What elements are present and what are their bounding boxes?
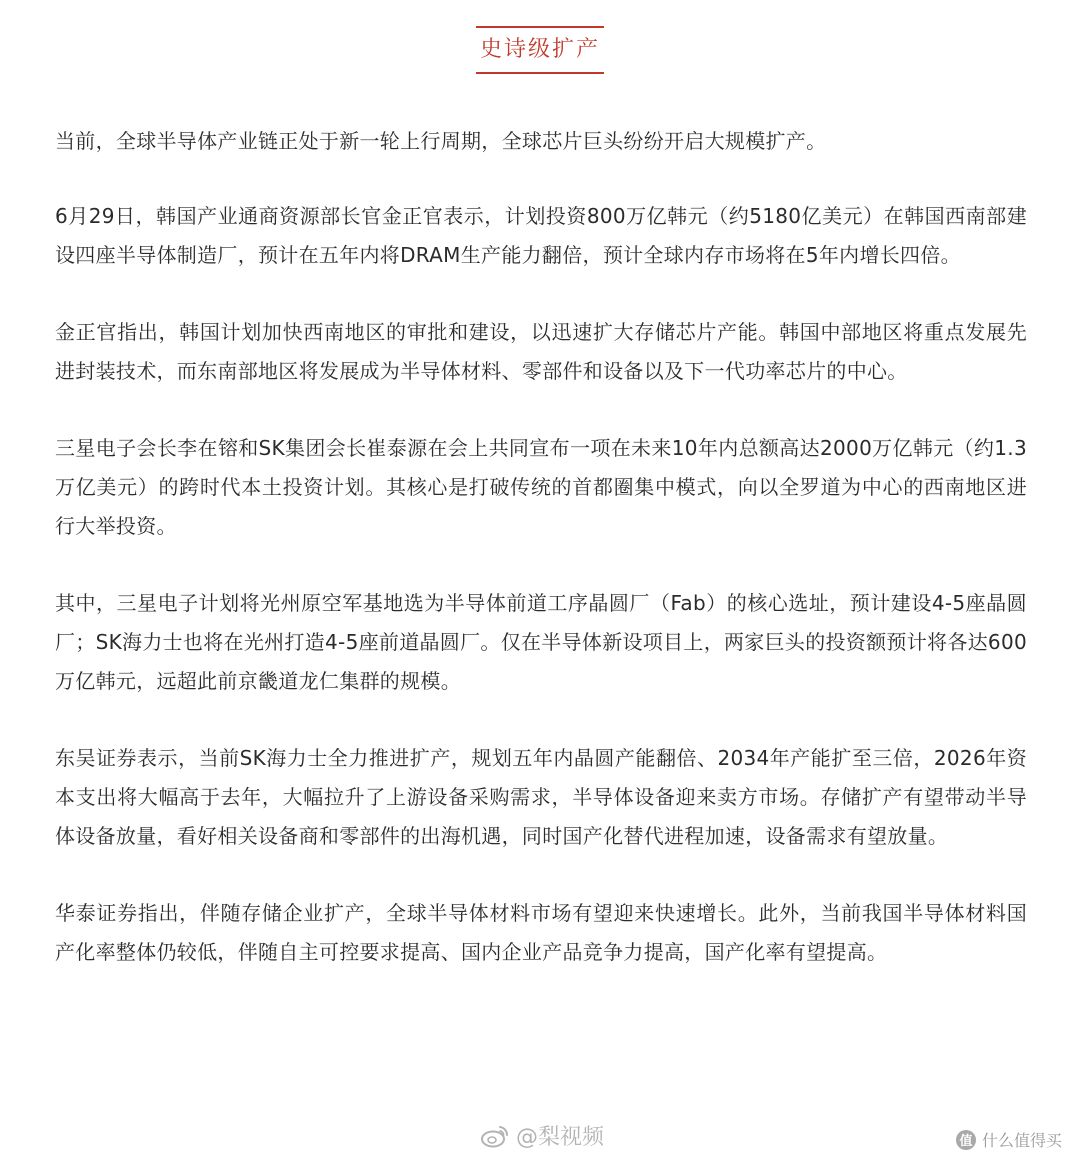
paragraph-1: 当前，全球半导体产业链正处于新一轮上行周期，全球芯片巨头纷纷开启大规模扩产。 <box>55 129 827 153</box>
site-watermark-text: 什么值得买 <box>981 1131 1062 1150</box>
weibo-icon <box>480 1124 510 1148</box>
paragraph-5: 其中，三星电子计划将光州原空军基地选为半导体前道工序晶圆厂（Fab）的核心选址，预计建设4-5座晶圆厂；SK海力士也将在光州打造4-5座前道晶圆厂。仅在半导体新设项目上，两家巨头的投资额预计将各达600万亿韩元，远超此前京畿道龙仁集群的规模。 <box>55 591 1027 693</box>
paragraph-4: 三星电子会长李在镕和SK集团会长崔泰源在会上共同宣布一项在未来10年内总额高达2000万亿韩元（约1.3万亿美元）的跨时代本土投资计划。其核心是打破传统的首都圈集中模式，向以全罗道为中心的西南地区进行大举投资。 <box>55 436 1027 538</box>
paragraph-6: 东吴证券表示，当前SK海力士全力推进扩产，规划五年内晶圆产能翻倍、2034年产能扩至三倍，2026年资本支出将大幅高于去年，大幅拉升了上游设备采购需求，半导体设备迎来卖方市场。存储扩产有望带动半导体设备放量，看好相关设备商和零部件的出海机遇，同时国产化替代进程加速，设备需求有望放量。 <box>55 746 1027 848</box>
paragraph-2: 6月29日，韩国产业通商资源部长官金正官表示，计划投资800万亿韩元（约5180亿美元）在韩国西南部建设四座半导体制造厂，预计在五年内将DRAM生产能力翻倍，预计全球内存市场将在5年内增长四倍。 <box>55 204 1027 267</box>
site-watermark <box>956 1128 1062 1151</box>
article-body <box>55 122 1027 1010</box>
weibo-watermark-text: @梨视频 <box>516 1125 605 1150</box>
paragraph-7: 华泰证券指出，伴随存储企业扩产，全球半导体材料市场有望迎来快速增长。此外，当前我国半导体材料国产化率整体仍较低，伴随自主可控要求提高、国内企业产品竞争力提高，国产化率有望提高。 <box>55 901 1027 964</box>
section-title: 史诗级扩产 <box>476 26 604 74</box>
weibo-watermark <box>480 1120 604 1151</box>
smzdm-icon: 值 <box>956 1130 976 1150</box>
paragraph-3: 金正官指出，韩国计划加快西南地区的审批和建设，以迅速扩大存储芯片产能。韩国中部地区将重点发展先进封装技术，而东南部地区将发展成为半导体材料、零部件和设备以及下一代功率芯片的中心。 <box>55 320 1027 383</box>
title-wrap <box>0 26 1080 74</box>
